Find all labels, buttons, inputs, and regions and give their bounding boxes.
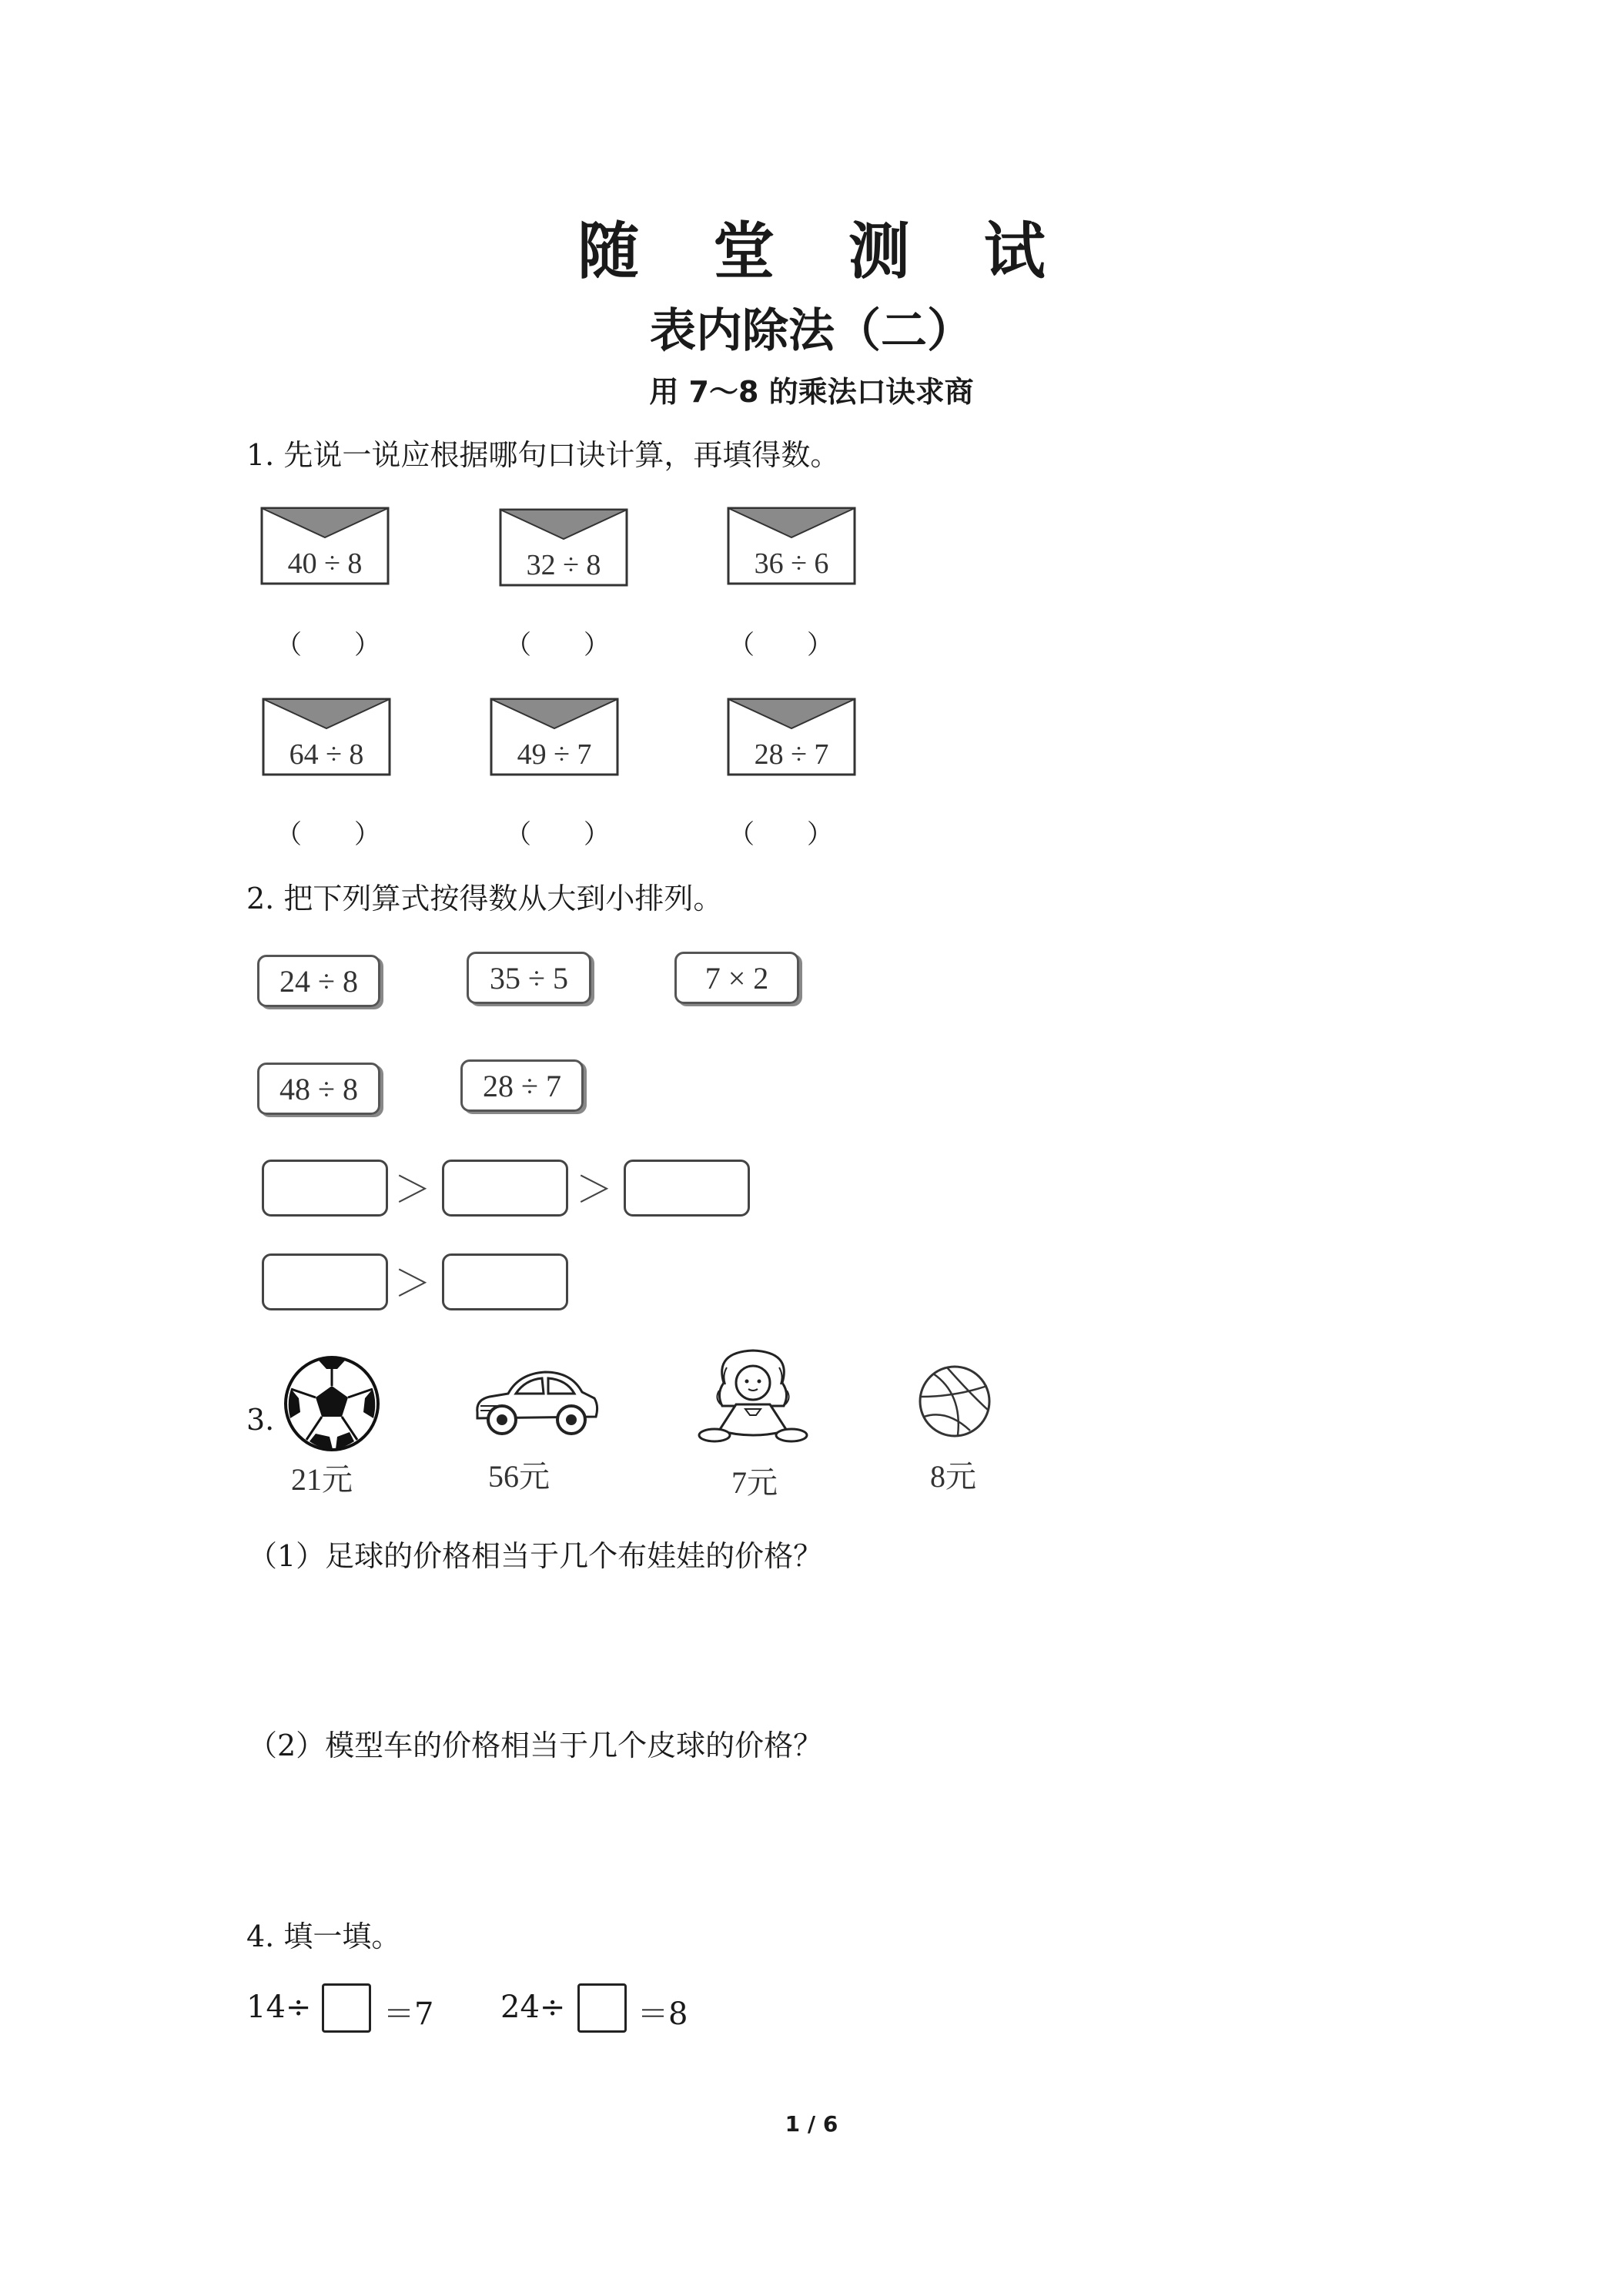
envelope-icon xyxy=(260,507,390,585)
q4-prompt: 4. 填一填。 xyxy=(246,1919,401,1953)
expression-card: 24 ÷ 8 xyxy=(257,955,380,1007)
envelope-icon xyxy=(499,508,628,587)
price-label: 8元 xyxy=(930,1459,976,1494)
q2-prompt: 2. 把下列算式按得数从大到小排列。 xyxy=(246,882,723,915)
envelope-text: 40 ÷ 8 xyxy=(287,547,363,580)
expression-card: 48 ÷ 8 xyxy=(257,1063,380,1115)
envelope-text: 64 ÷ 8 xyxy=(289,738,364,771)
price-label: 56元 xyxy=(488,1459,550,1494)
envelope-card xyxy=(727,507,856,585)
page-title: 随 堂 测 试 xyxy=(577,216,1072,287)
answer-box[interactable] xyxy=(322,1983,371,2033)
q3-sub1: （1）足球的价格相当于几个布娃娃的价格？ xyxy=(248,1539,823,1573)
envelope-card xyxy=(727,698,856,776)
lesson-title: 用 7～8 的乘法口诀求商 xyxy=(649,375,974,409)
envelope-icon xyxy=(727,507,856,585)
soccer-ball-icon xyxy=(282,1354,382,1454)
page-number: 1 / 6 xyxy=(785,2111,838,2137)
eq1-right: ＝7 xyxy=(383,1996,434,2032)
q1-prompt: 1. 先说一说应根据哪句口诀计算，再填得数。 xyxy=(246,438,840,472)
envelope-icon xyxy=(727,698,856,776)
envelope-icon xyxy=(262,698,391,776)
page-subtitle: 表内除法（二） xyxy=(650,304,973,358)
model-car-icon xyxy=(471,1357,602,1441)
expression-card: 7 × 2 xyxy=(674,952,799,1004)
order-slot[interactable] xyxy=(442,1253,568,1310)
eq1-left: 14÷ xyxy=(246,1990,312,2025)
order-slot[interactable] xyxy=(262,1253,388,1310)
greater-than-sign: ＞ xyxy=(394,1168,432,1211)
envelope-card xyxy=(262,698,391,776)
order-slot[interactable] xyxy=(262,1160,388,1217)
answer-blank[interactable]: （ ） xyxy=(728,630,833,661)
expression-card: 35 ÷ 5 xyxy=(467,952,591,1004)
answer-blank[interactable]: （ ） xyxy=(276,819,380,850)
answer-blank[interactable]: （ ） xyxy=(728,819,833,850)
eq2-right: ＝8 xyxy=(637,1996,688,2032)
order-slot[interactable] xyxy=(624,1160,750,1217)
envelope-card xyxy=(490,698,619,776)
answer-blank[interactable]: （ ） xyxy=(505,819,610,850)
envelope-text: 32 ÷ 8 xyxy=(526,549,601,581)
greater-than-sign: ＞ xyxy=(576,1168,614,1211)
price-label: 21元 xyxy=(291,1462,353,1497)
greater-than-sign: ＞ xyxy=(394,1262,432,1305)
order-slot[interactable] xyxy=(442,1160,568,1217)
ball-icon xyxy=(916,1363,993,1440)
eq2-left: 24÷ xyxy=(500,1990,566,2025)
envelope-icon xyxy=(490,698,619,776)
q3-number: 3. xyxy=(246,1403,275,1437)
envelope-text: 49 ÷ 7 xyxy=(517,738,592,771)
doll-icon xyxy=(691,1344,815,1452)
envelope-card xyxy=(499,508,628,587)
answer-blank[interactable]: （ ） xyxy=(505,630,610,661)
expression-card: 28 ÷ 7 xyxy=(460,1059,584,1112)
answer-box[interactable] xyxy=(577,1983,627,2033)
envelope-card xyxy=(260,507,390,585)
q3-sub2: （2）模型车的价格相当于几个皮球的价格？ xyxy=(248,1729,823,1762)
price-label: 7元 xyxy=(731,1465,778,1500)
answer-blank[interactable]: （ ） xyxy=(276,630,380,661)
envelope-text: 28 ÷ 7 xyxy=(754,738,829,771)
envelope-text: 36 ÷ 6 xyxy=(754,547,829,580)
